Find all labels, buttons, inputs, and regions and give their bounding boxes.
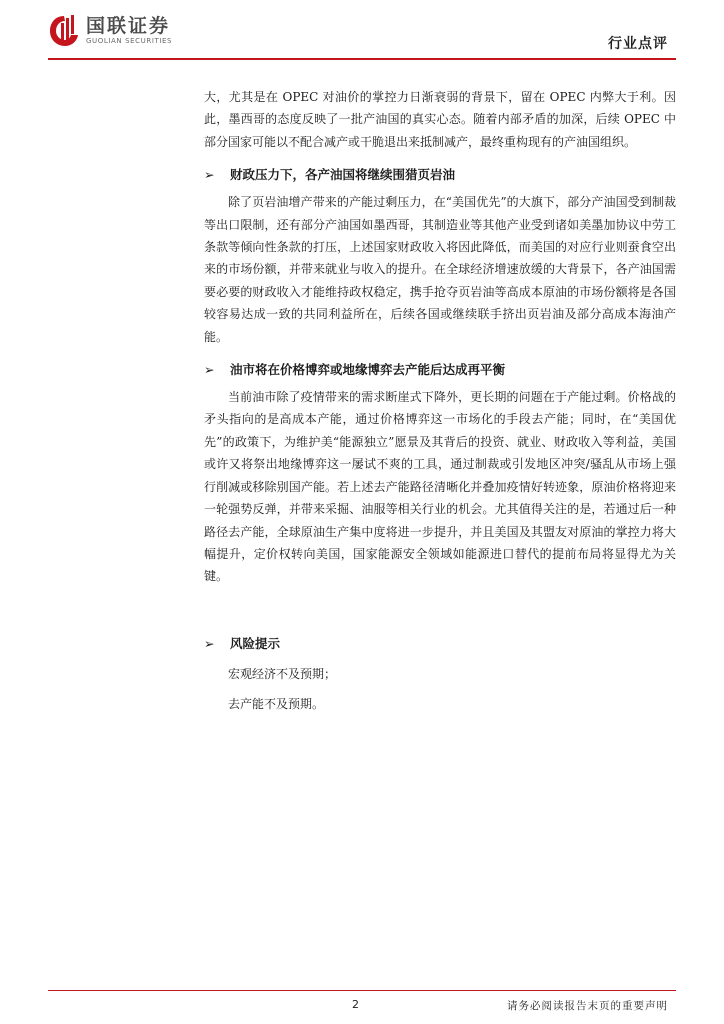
section-heading-text: 财政压力下，各产油国将继续围猎页岩油 [230,167,456,183]
logo-text [86,16,172,46]
section-heading-rebalance [204,360,676,380]
report-body [204,86,676,714]
guolian-logo-icon [48,14,80,48]
page-number: 2 [352,998,359,1011]
paragraph-fiscal-pressure: 除了页岩油增产带来的产能过剩压力，在“美国优先”的大旗下，部分产油国受到制裁等出口限制，还有部分产油国如墨西哥，其制造业等其他产业受到诸如美墨加协议中劳工条款等倾向性条款的打压，上述国家财政收入将因此降低，而美国的对应行业则蚕食空出来的市场份额，并带来就业与收入的提升。在全球经济增速放缓的大背景下，各产油国需要必要的财政收入才能维持政权稳定，携手抢夺页岩油等高成本原油的市场份额将是各国较容易达成一致的共同利益所在，后续各国或继续联手挤出页岩油及部分高成本海油产能。 [204,195,676,344]
risk-item: 宏观经济不及预期； [228,666,337,681]
section-heading-text: 风险提示 [230,635,281,651]
header-divider [48,58,676,60]
logo-chinese-name: 国联证券 [86,15,171,37]
footer-disclaimer: 请务必阅读报告末页的重要声明 [507,1000,668,1012]
document-type-label: 行业点评 [608,36,668,52]
company-logo [48,14,172,48]
page-header [0,0,724,66]
paragraph-rebalance: 当前油市除了疫情带来的需求断崖式下降外，更长期的问题在于产能过剩。价格战的矛头指向的是高成本产能，通过价格博弈这一市场化的手段去产能；同时，在“美国优先”的政策下，为维护美“能源独立”愿景及其背后的投资、就业、财政收入等利益，美国或许又将祭出地缘博弈这一屡试不爽的工具，通过制裁或引发地区冲突/骚乱从市场上强行削减或移除别国产能。若上述去产能路径清晰化并叠加疫情好转迹象，原油价格将迎来一轮强势反弹，并带来采掘、油服等相关行业的机会。尤其值得关注的是，若通过后一种路径去产能，全球原油生产集中度将进一步提升，并且美国及其盟友对原油的掌控力将大幅提升，定价权转向美国，国家能源安全领域如能源进口替代的提前布局将显得尤为关键。 [204,390,676,584]
risk-item: 去产能不及预期。 [228,696,325,711]
footer-divider [48,990,676,991]
risk-section [204,634,676,714]
logo-english-name: GUOLIAN SECURITIES [86,37,173,45]
section-heading-risk [204,634,676,654]
section-heading-text: 油市将在价格博弈或地缘博弈去产能后达成再平衡 [230,362,506,378]
bullet-arrow-icon: ➢ [204,635,215,651]
bullet-arrow-icon: ➢ [204,362,215,378]
section-heading-fiscal-pressure [204,165,676,185]
bullet-arrow-icon: ➢ [204,167,215,183]
paragraph-opec-continuation: 大，尤其是在 OPEC 对油价的掌控力日渐衰弱的背景下，留在 OPEC 内弊大于利。因此，墨西哥的态度反映了一批产油国的真实心态。随着内部矛盾的加深，后续 OPEC 中部分国家可能以不配合减产或干脆退出来抵制减产，最终重构现有的产油国组织。 [204,90,676,149]
